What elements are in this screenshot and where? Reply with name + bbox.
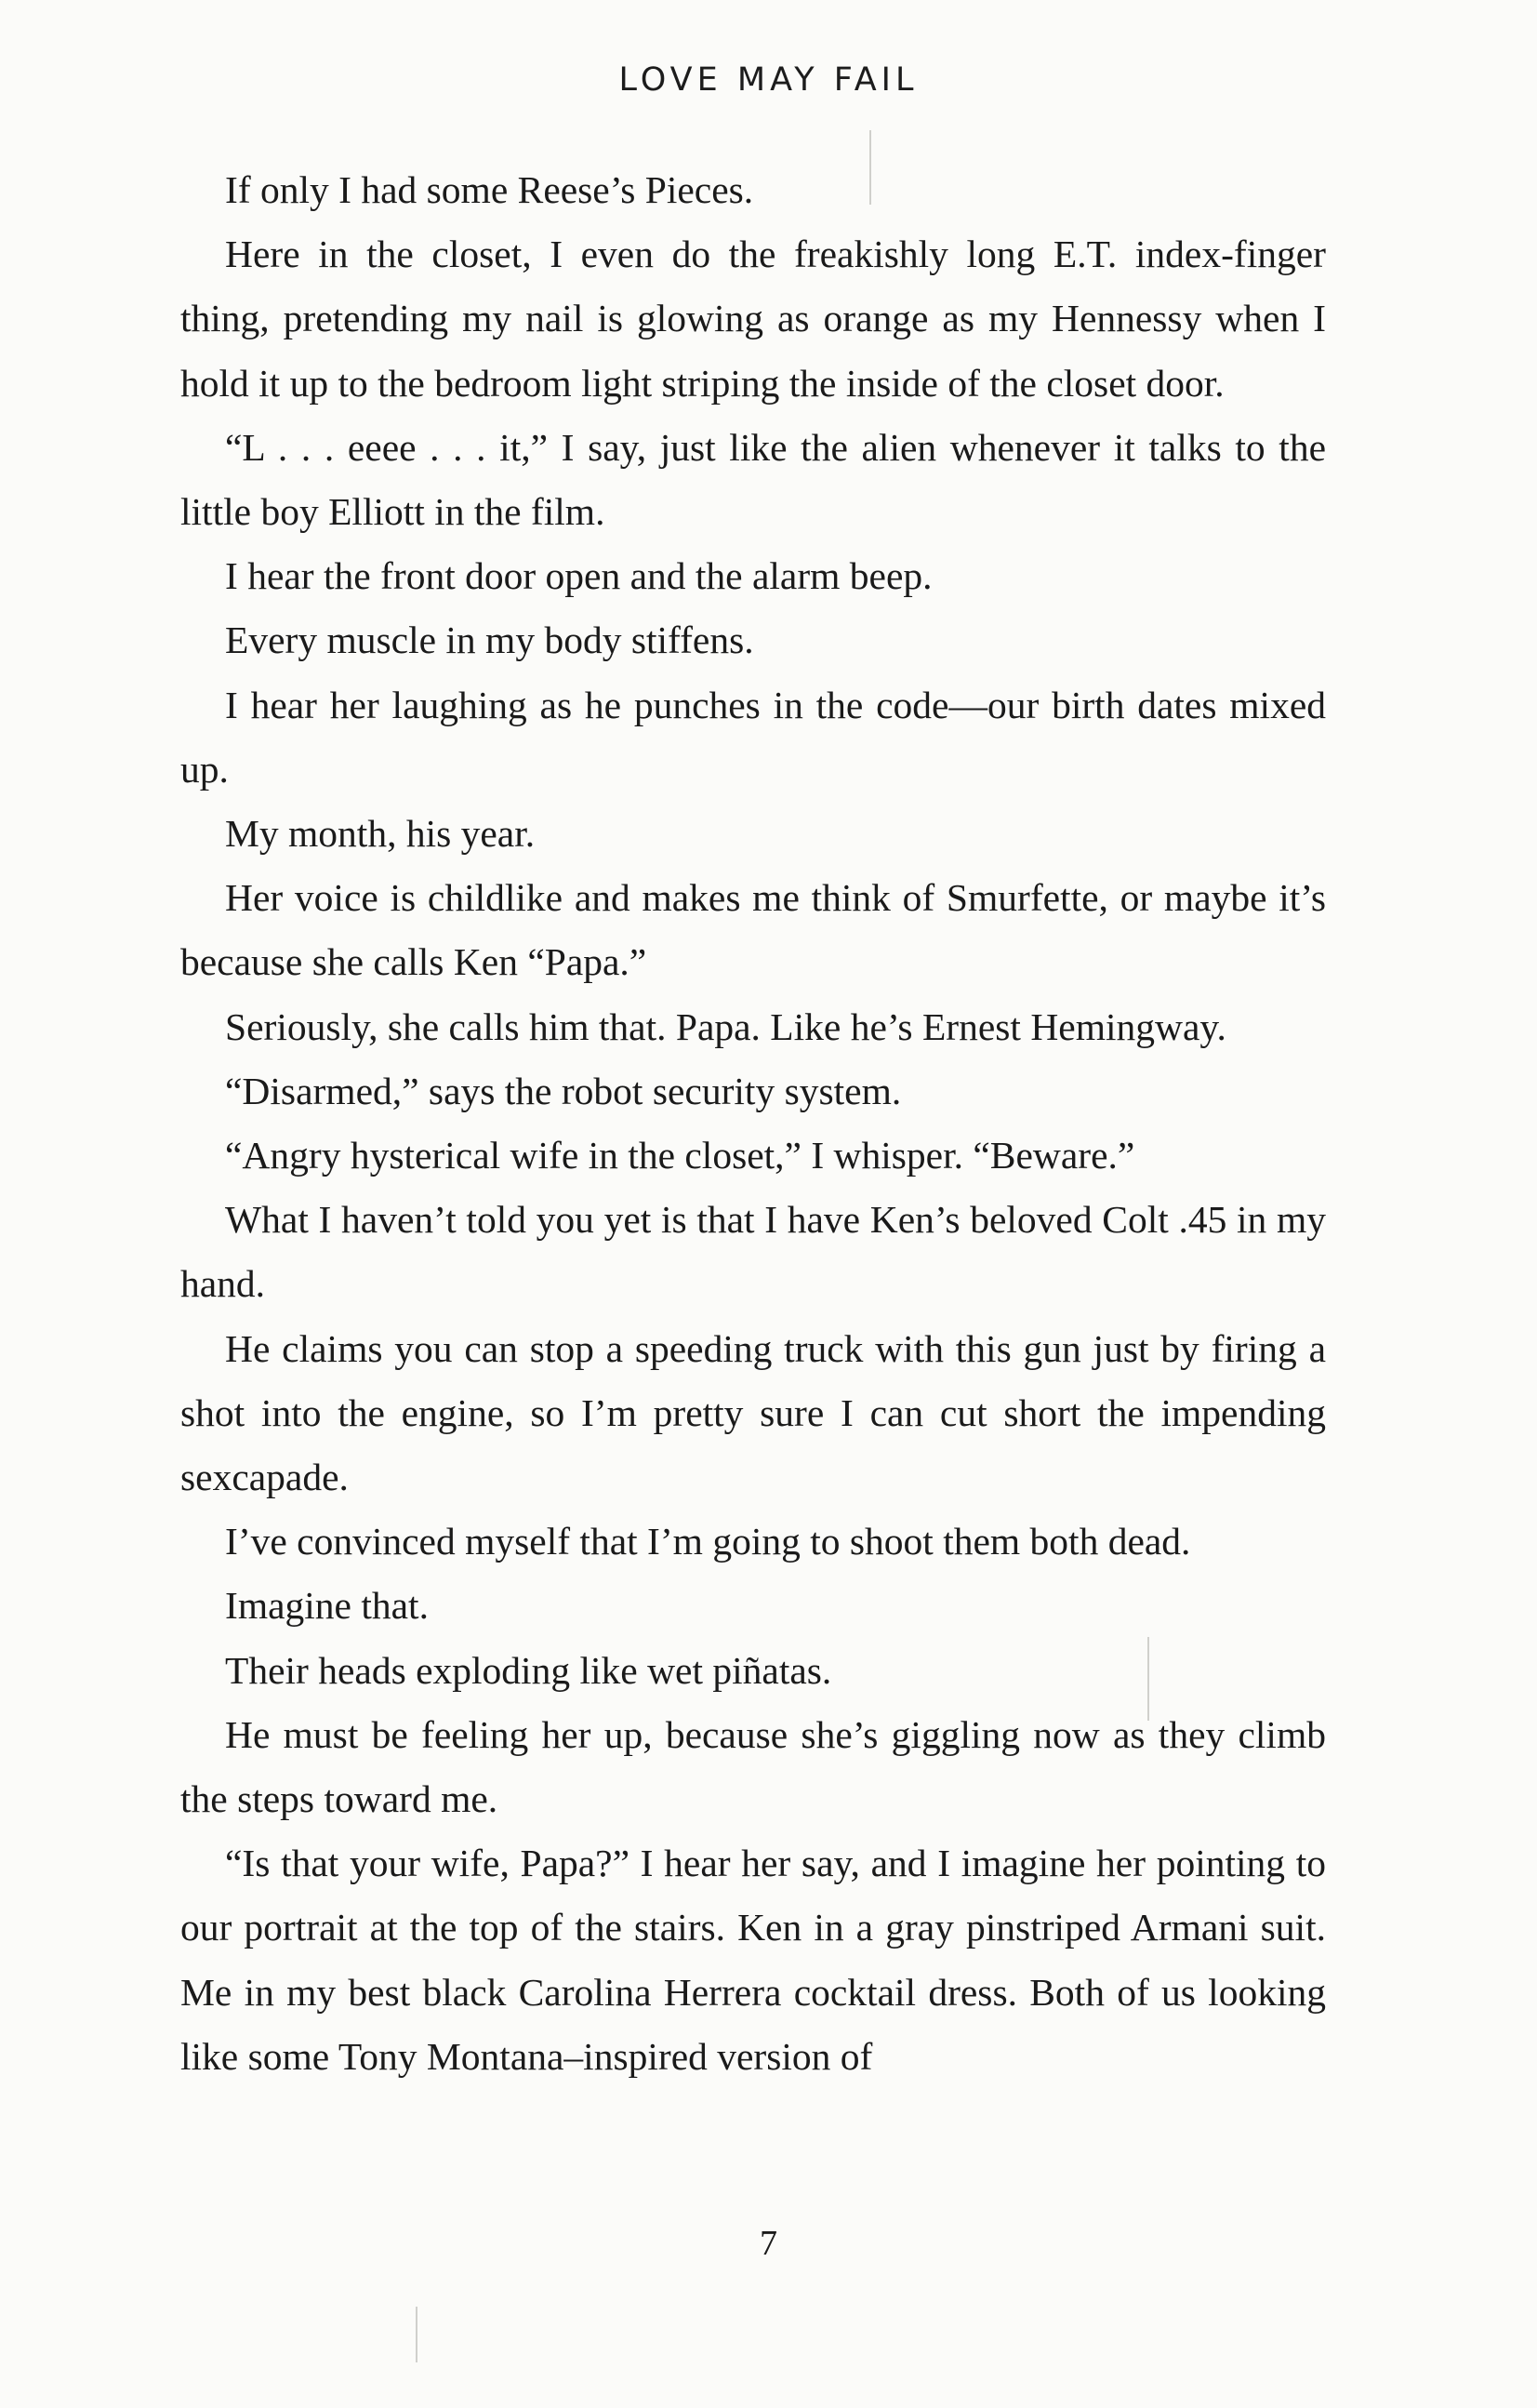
- paragraph: “Disarmed,” says the robot security system.: [225, 1069, 902, 1112]
- body-text: [180, 158, 1326, 2089]
- paragraph: Seriously, she calls him that. Papa. Like he’s Ernest Hemingway.: [225, 1004, 1226, 1048]
- paragraph: “Is that your wife, Papa?” I hear her say, and I imagine her pointing to our portrait at the top of the stairs. Ken in a gray pinstriped Armani suit. Me in my best black Carolina Herrera cocktail dress. Both of us looking like some Tony Montana–inspired version of: [180, 1842, 1326, 2078]
- paragraph: I hear her laughing as he punches in the code—our birth dates mixed up.: [180, 683, 1326, 791]
- page-number: 7: [760, 2224, 777, 2263]
- paragraph: My month, his year.: [225, 812, 536, 856]
- paragraph: Here in the closet, I even do the freakishly long E.T. index-finger thing, pretending my nail is glowing as orange as my Hennessy when I hold it up to the bedroom light striping the inside of the closet door.: [180, 233, 1326, 405]
- paragraph: I hear the front door open and the alarm beep.: [225, 554, 933, 598]
- paragraph: “L . . . eeee . . . it,” I say, just like the alien whenever it talks to the little boy Elliott in the film.: [180, 425, 1326, 534]
- running-head: LOVE MAY FAIL: [618, 61, 919, 99]
- paragraph: Her voice is childlike and makes me think of Smurfette, or maybe it’s because she calls Ken “Papa.”: [180, 876, 1326, 984]
- paragraph: Imagine that.: [225, 1584, 429, 1628]
- paragraph: What I haven’t told you yet is that I have Ken’s beloved Colt .45 in my hand.: [180, 1198, 1326, 1306]
- paragraph: Every muscle in my body stiffens.: [225, 619, 754, 662]
- scan-artifact-line: [416, 2307, 417, 2362]
- paragraph: If only I had some Reese’s Pieces.: [225, 168, 754, 211]
- paragraph: He claims you can stop a speeding truck with this gun just by firing a shot into the engine, so I’m pretty sure I can cut short the impending sexcapade.: [180, 1326, 1326, 1499]
- paragraph: Their heads exploding like wet piñatas.: [225, 1648, 832, 1692]
- paragraph: He must be feeling her up, because she’s giggling now as they climb the steps toward me.: [180, 1712, 1326, 1821]
- paragraph: I’ve convinced myself that I’m going to shoot them both dead.: [225, 1520, 1191, 1563]
- paragraph: “Angry hysterical wife in the closet,” I whisper. “Beware.”: [225, 1134, 1135, 1177]
